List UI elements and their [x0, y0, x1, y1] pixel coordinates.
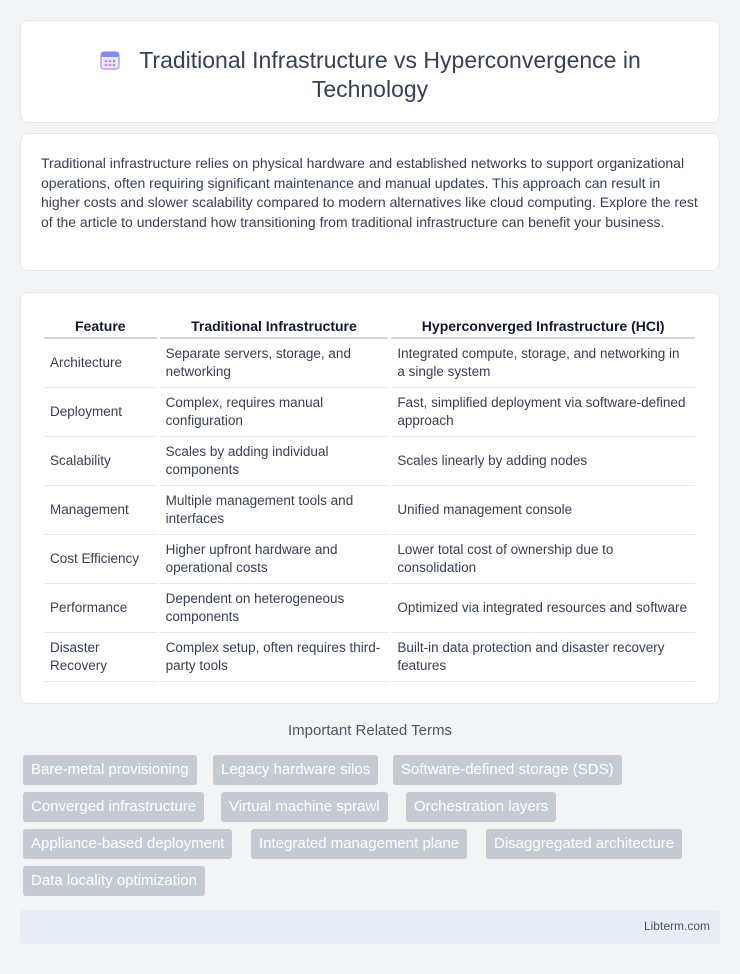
hci-cell: Built-in data protection and disaster recovery features [391, 633, 695, 682]
hci-cell: Fast, simplified deployment via software-defined approach [391, 388, 695, 437]
related-term-tag[interactable]: Appliance-based deployment [23, 829, 232, 859]
feature-cell: Scalability [44, 437, 157, 486]
traditional-cell: Scales by adding individual components [160, 437, 389, 486]
hci-cell: Integrated compute, storage, and networking in a single system [391, 339, 695, 388]
feature-cell: Disaster Recovery [44, 633, 157, 682]
table-row [44, 339, 695, 388]
table-row [44, 535, 695, 584]
intro-paragraph: Traditional infrastructure relies on physical hardware and established networks to support organizational operations, often requiring significant maintenance and manual updates. This approach can result in higher costs and slower scalability compared to modern alternatives like cloud computing. Explore the rest of the article to understand how transitioning from traditional infrastructure can benefit your business. [41, 155, 698, 230]
hci-cell: Scales linearly by adding nodes [391, 437, 695, 486]
related-term-tag[interactable]: Virtual machine sprawl [221, 792, 388, 822]
feature-cell: Management [44, 486, 157, 535]
related-term-tag[interactable]: Software-defined storage (SDS) [393, 755, 622, 785]
hci-cell: Unified management console [391, 486, 695, 535]
table-row [44, 486, 695, 535]
hci-cell: Optimized via integrated resources and software [391, 584, 695, 633]
calendar-icon [99, 49, 121, 71]
table-row [44, 437, 695, 486]
traditional-cell: Complex, requires manual configuration [160, 388, 389, 437]
related-term-tag[interactable]: Legacy hardware silos [213, 755, 378, 785]
footer [20, 910, 720, 944]
traditional-cell: Complex setup, often requires third-party tools [160, 633, 389, 682]
feature-cell: Performance [44, 584, 157, 633]
page-title-text: Traditional Infrastructure vs Hyperconvergence in Technology [139, 47, 641, 102]
header-feature: Feature [44, 315, 157, 339]
intro-card [20, 133, 720, 271]
feature-cell: Deployment [44, 388, 157, 437]
header-hci: Hyperconverged Infrastructure (HCI) [391, 315, 695, 339]
comparison-table-card [20, 292, 720, 704]
feature-cell: Architecture [44, 339, 157, 388]
footer-site-link[interactable]: Libterm.com [643, 919, 710, 933]
header-traditional: Traditional Infrastructure [160, 315, 389, 339]
page-title [61, 46, 679, 104]
table-row [44, 388, 695, 437]
related-term-tag[interactable]: Integrated management plane [251, 829, 467, 859]
hci-cell: Lower total cost of ownership due to consolidation [391, 535, 695, 584]
traditional-cell: Higher upfront hardware and operational costs [160, 535, 389, 584]
related-term-tag[interactable]: Orchestration layers [406, 792, 556, 822]
comparison-table [41, 315, 698, 682]
feature-cell: Cost Efficiency [44, 535, 157, 584]
traditional-cell: Multiple management tools and interfaces [160, 486, 389, 535]
related-term-tag[interactable]: Converged infrastructure [23, 792, 204, 822]
related-term-tag[interactable]: Bare-metal provisioning [23, 755, 197, 785]
table-header-row [44, 315, 695, 339]
related-term-tag[interactable]: Disaggregated architecture [486, 829, 682, 859]
traditional-cell: Separate servers, storage, and networking [160, 339, 389, 388]
related-term-tag[interactable]: Data locality optimization [23, 866, 205, 896]
table-row [44, 584, 695, 633]
traditional-cell: Dependent on heterogeneous components [160, 584, 389, 633]
header-card [20, 20, 720, 123]
table-row [44, 633, 695, 682]
related-terms-title: Important Related Terms [288, 722, 452, 739]
